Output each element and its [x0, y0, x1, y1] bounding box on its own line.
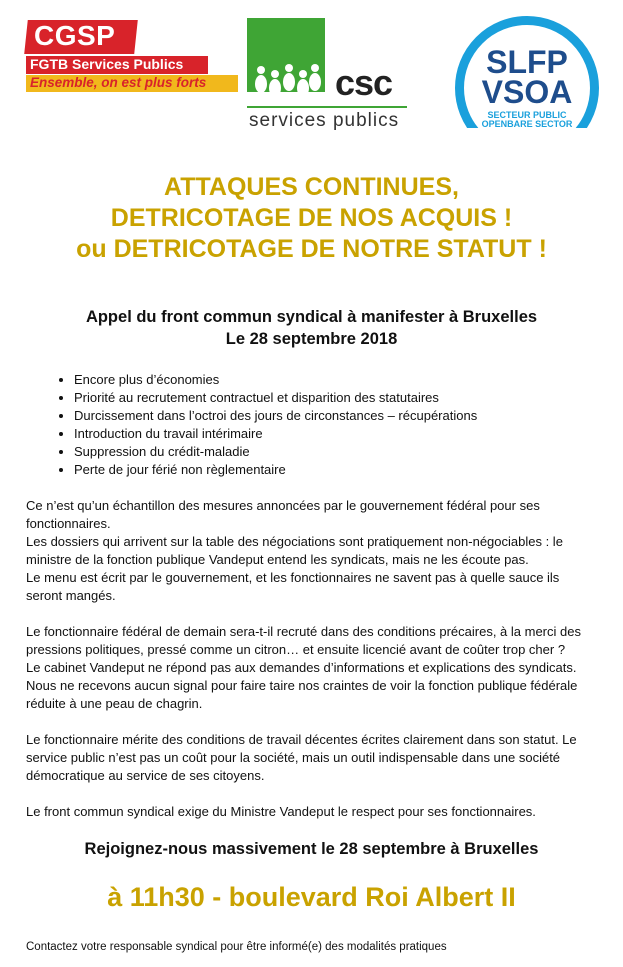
list-item: • Encore plus d’économies: [74, 371, 477, 389]
headline: [0, 172, 623, 265]
cgsp-logo-title: CGSP: [34, 20, 116, 51]
paragraph: Le fonctionnaire mérite des conditions de travail décentes écrites clairement dans son statut. Le service public n’est pas un coût pour la société, mais un outil indispensable dans une société démocratique au service de ses citoyens.: [26, 732, 577, 783]
cgsp-logo-tagline: Ensemble, on est plus forts: [30, 75, 207, 90]
slfp-logo-line2: VSOA: [481, 74, 573, 110]
paragraph: Le fonctionnaire fédéral de demain sera-t-il recruté dans des conditions précaires, à la merci des pressions politiques, pressé comme un citron… et ensuite licencié avant de coûter trop cher ? Le cabinet Vandeput ne répond pas aux demandes d’informations et explications des syndicats. Nous ne recevons aucun signal pour faire taire nos craintes de voir la fonction publique fédérale réduite à une peau de chagrin.: [26, 624, 581, 711]
csc-logo-name: csc: [335, 62, 393, 103]
slfp-logo-line4: OPENBARE SECTOR: [481, 119, 573, 128]
cgsp-logo: [26, 18, 240, 92]
paragraph: Le front commun syndical exige du Ministre Vandeput le respect pour ses fonctionnaires.: [26, 804, 536, 819]
slfp-logo-line3: SECTEUR PUBLIC: [487, 110, 567, 120]
subheading-line: Appel du front commun syndical à manifester à Bruxelles: [85, 308, 538, 326]
list-item: • Priorité au recrutement contractuel et disparition des statutaires: [74, 389, 477, 407]
slfp-logo: [448, 16, 606, 128]
headline-line: ou DETRICOTAGE DE NOTRE STATUT !: [76, 235, 547, 263]
body-text: [26, 497, 598, 839]
headline-line: DETRICOTAGE DE NOS ACQUIS !: [110, 204, 513, 232]
csc-divider: [247, 106, 407, 108]
contact-note: Contactez votre responsable syndical pour être informé(e) des modalités pratiques: [26, 941, 447, 953]
logo-banner: [0, 0, 623, 140]
measures-list: [44, 371, 477, 479]
slfp-logo-line1: SLFP: [486, 44, 568, 80]
call-to-action: Rejoignez-nous massivement le 28 septembre à Bruxelles: [84, 840, 539, 858]
headline-line: ATTAQUES CONTINUES,: [164, 173, 459, 201]
time-place: à 11h30 - boulevard Roi Albert II: [107, 882, 516, 912]
paragraph: Ce n’est qu’un échantillon des mesures annoncées par le gouvernement fédéral pour ses fonctionnaires. Les dossiers qui arrivent sur la table des négociations sont pratiquement non-négociables : le ministre de la fonction publique Vandeput entend les syndicats, mais ne les écoute pas. Le menu est écrit par le gouvernement, et les fonctionnaires ne savent pas à quelle sauce ils seront mangés.: [26, 498, 563, 603]
subheading-line: Le 28 septembre 2018: [225, 330, 398, 348]
csc-logo: [247, 18, 407, 130]
subheading: [0, 306, 623, 350]
list-item: • Introduction du travail intérimaire: [74, 425, 477, 443]
list-item: • Durcissement dans l’octroi des jours de circonstances – récupérations: [74, 407, 477, 425]
cgsp-logo-subtitle: FGTB Services Publics: [30, 56, 184, 72]
csc-logo-subtitle: services publics: [249, 110, 400, 131]
csc-green-square: [247, 18, 325, 104]
csc-people-icon: [247, 18, 325, 104]
list-item: • Perte de jour férié non règlementaire: [74, 461, 477, 479]
list-item: • Suppression du crédit-maladie: [74, 443, 477, 461]
